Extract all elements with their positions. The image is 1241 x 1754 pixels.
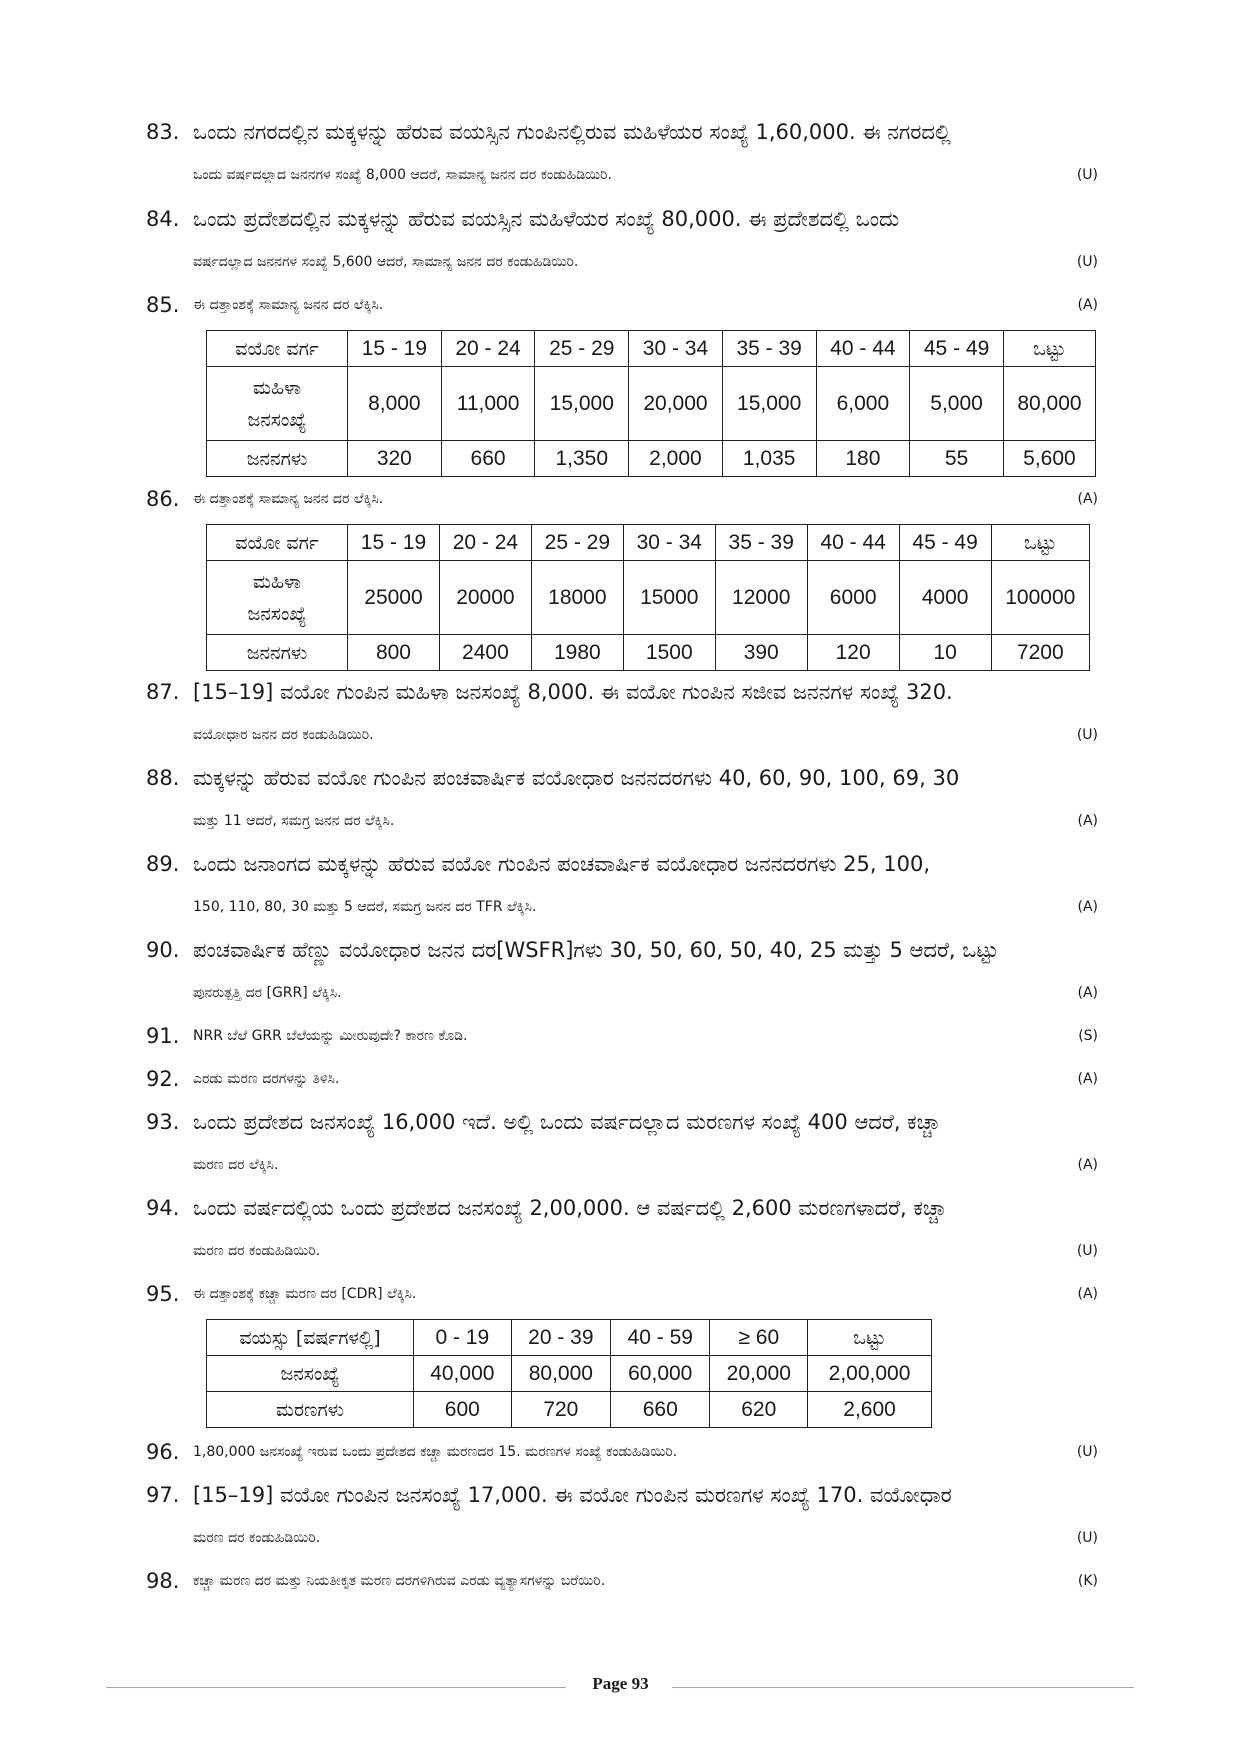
- question-87: [146, 671, 1096, 757]
- question-92: [146, 1058, 1096, 1101]
- table-cell: 55: [910, 441, 1004, 477]
- table-cell: 30 - 34: [629, 331, 723, 367]
- table-cell: 660: [611, 1392, 710, 1428]
- mark-label: (U): [1076, 1243, 1098, 1259]
- question-text: ಈ ದತ್ತಾಂಶಕ್ಕೆ ಕಚ್ಚಾ ಮರಣ ದರ [CDR] ಲೆಕ್ಕಿಸಿ.: [193, 1286, 417, 1302]
- table-cell: 600: [414, 1392, 512, 1428]
- question-number: 93.: [146, 1110, 180, 1134]
- mark-label: (A): [1077, 899, 1098, 915]
- table-cell: 25000: [348, 561, 440, 635]
- table-cell: 80,000: [511, 1356, 610, 1392]
- question-text: 150, 110, 80, 30 ಮತ್ತು 5 ಆದರೆ, ಸಮಗ್ರ ಜನನ ದರ TFR ಲೆಕ್ಕಿಸಿ.: [193, 899, 537, 915]
- data-table-86: [206, 524, 1090, 671]
- question-text: ಮರಣ ದರ ಕಂಡುಹಿಡಿಯಿರಿ.: [193, 1530, 321, 1546]
- table-cell: 100000: [991, 561, 1089, 635]
- mark-label: (A): [1077, 1071, 1098, 1087]
- question-text: ಮರಣ ದರ ಕಂಡುಹಿಡಿಯಿರಿ.: [193, 1243, 321, 1259]
- table-row: [207, 1392, 932, 1428]
- mark-label: (A): [1077, 491, 1098, 507]
- question-number: 85.: [146, 293, 180, 317]
- table-cell: 4000: [899, 561, 991, 635]
- question-text: ಒಂದು ಪ್ರದೇಶದಲ್ಲಿನ ಮಕ್ಕಳನ್ನು ಹೆರುವ ವಯಸ್ಸಿನ ಮಹಿಳೆಯರ ಸಂಖ್ಯೆ 80,000. ಈ ಪ್ರದೇಶದಲ್ಲಿ ಒಂದು: [193, 207, 900, 231]
- question-number: 90.: [146, 938, 180, 962]
- table-cell: 20,000: [629, 367, 723, 441]
- question-84: [146, 198, 1096, 284]
- mark-label: (A): [1077, 985, 1098, 1001]
- table-cell: 720: [511, 1392, 610, 1428]
- question-text: ಪುನರುತ್ಪತ್ತಿ ದರ [GRR] ಲೆಕ್ಕಿಸಿ.: [193, 985, 342, 1001]
- table-cell: 390: [715, 635, 807, 671]
- table-cell: 60,000: [611, 1356, 710, 1392]
- table-cell: ≥ 60: [710, 1320, 808, 1356]
- table-row: [207, 1320, 932, 1356]
- data-table-85: [206, 330, 1096, 477]
- question-text: ಈ ದತ್ತಾಂಶಕ್ಕೆ ಸಾಮಾನ್ಯ ಜನನ ದರ ಲೆಕ್ಕಿಸಿ.: [193, 297, 384, 313]
- table-cell: 2,000: [629, 441, 723, 477]
- question-number: 89.: [146, 852, 180, 876]
- table-row: [207, 561, 1090, 635]
- table-cell: ಒಟ್ಟು: [1003, 331, 1095, 367]
- table-cell: 120: [807, 635, 899, 671]
- table-cell: 45 - 49: [910, 331, 1004, 367]
- question-number: 91.: [146, 1024, 180, 1048]
- mark-label: (U): [1076, 254, 1098, 270]
- question-text: [15–19] ವಯೋ ಗುಂಪಿನ ಮಹಿಳಾ ಜನಸಂಖ್ಯೆ 8,000. ಈ ವಯೋ ಗುಂಪಿನ ಸಜೀವ ಜನನಗಳ ಸಂಖ್ಯೆ 320.: [193, 680, 953, 704]
- mark-label: (U): [1076, 1530, 1098, 1546]
- table-cell: 35 - 39: [715, 525, 807, 561]
- table-cell: 15 - 19: [348, 331, 442, 367]
- question-89: [146, 843, 1096, 929]
- question-number: 95.: [146, 1282, 180, 1306]
- question-number: 98.: [146, 1569, 180, 1593]
- question-number: 86.: [146, 487, 180, 511]
- table-cell: ವಯಸ್ಸು [ವರ್ಷಗಳಲ್ಲಿ]: [207, 1320, 414, 1356]
- mark-label: (A): [1077, 297, 1098, 313]
- table-cell: 7200: [991, 635, 1089, 671]
- question-text: ಒಂದು ಜನಾಂಗದ ಮಕ್ಕಳನ್ನು ಹೆರುವ ವಯೋ ಗುಂಪಿನ ಪಂಚವಾರ್ಷಿಕ ವಯೋಧಾರ ಜನನದರಗಳು 25, 100,: [193, 852, 931, 876]
- table-cell: ವಯೋ ವರ್ಗ: [207, 525, 348, 561]
- table-row: [207, 1356, 932, 1392]
- table-row: [207, 635, 1090, 671]
- question-90: [146, 929, 1096, 1015]
- table-cell: 15 - 19: [348, 525, 440, 561]
- table-cell: 320: [348, 441, 442, 477]
- question-number: 96.: [146, 1440, 180, 1464]
- table-cell: 15,000: [535, 367, 629, 441]
- table-cell: 25 - 29: [531, 525, 623, 561]
- mark-label: (A): [1077, 813, 1098, 829]
- table-cell: ಮಹಿಳಾ ಜನಸಂಖ್ಯೆ: [207, 561, 348, 635]
- table-cell: 20 - 24: [439, 525, 531, 561]
- table-cell: 5,600: [1003, 441, 1095, 477]
- question-number: 88.: [146, 766, 180, 790]
- mark-label: (A): [1077, 1157, 1098, 1173]
- table-cell: 40,000: [414, 1356, 512, 1392]
- table-row: [207, 525, 1090, 561]
- table-cell: ಮಹಿಳಾ ಜನಸಂಖ್ಯೆ: [207, 367, 348, 441]
- table-cell: 11,000: [441, 367, 535, 441]
- table-cell: 30 - 34: [623, 525, 715, 561]
- table-row: [207, 441, 1096, 477]
- mark-label: (A): [1077, 1286, 1098, 1302]
- table-cell: 660: [441, 441, 535, 477]
- table-cell: 20 - 24: [441, 331, 535, 367]
- table-cell: 40 - 59: [611, 1320, 710, 1356]
- question-number: 97.: [146, 1483, 180, 1507]
- table-cell: 2,600: [808, 1392, 932, 1428]
- table-cell: 8,000: [348, 367, 442, 441]
- table-cell: 35 - 39: [722, 331, 816, 367]
- question-85: [146, 284, 1096, 327]
- question-text: ಪಂಚವಾರ್ಷಿಕ ಹೆಣ್ಣು ವಯೋಧಾರ ಜನನ ದರ[WSFR]ಗಳು 30, 50, 60, 50, 40, 25 ಮತ್ತು 5 ಆದರೆ, ಒಟ್ಟು: [193, 938, 999, 962]
- table-cell: ಜನಸಂಖ್ಯೆ: [207, 1356, 414, 1392]
- table-cell: 180: [816, 441, 910, 477]
- question-text: ಒಂದು ಪ್ರದೇಶದ ಜನಸಂಖ್ಯೆ 16,000 ಇದೆ. ಅಲ್ಲಿ ಒಂದು ವರ್ಷದಲ್ಲಾದ ಮರಣಗಳ ಸಂಖ್ಯೆ 400 ಆದರೆ, ಕಚ್ಚಾ: [193, 1110, 941, 1134]
- question-93: [146, 1101, 1096, 1187]
- table-cell: 620: [710, 1392, 808, 1428]
- question-text: ವರ್ಷದಲ್ಲಾದ ಜನನಗಳ ಸಂಖ್ಯೆ 5,600 ಆದರೆ, ಸಾಮಾನ್ಯ ಜನನ ದರ ಕಂಡುಹಿಡಿಯಿರಿ.: [193, 254, 579, 270]
- page-number: Page 93: [592, 1674, 649, 1693]
- data-table-95: [206, 1319, 932, 1428]
- question-97: [146, 1474, 1096, 1560]
- question-text: ಕಚ್ಚಾ ಮರಣ ದರ ಮತ್ತು ನಿಯತೀಕೃತ ಮರಣ ದರಗಳಿಗಿರುವ ಎರಡು ವ್ಯತ್ಯಾಸಗಳನ್ನು ಬರೆಯಿರಿ.: [193, 1573, 606, 1589]
- table-cell: 6,000: [816, 367, 910, 441]
- mark-label: (U): [1076, 167, 1098, 183]
- table-cell: 25 - 29: [535, 331, 629, 367]
- table-cell: 6000: [807, 561, 899, 635]
- question-text: ಒಂದು ವರ್ಷದಲ್ಲಾದ ಜನನಗಳ ಸಂಖ್ಯೆ 8,000 ಆದರೆ, ಸಾಮಾನ್ಯ ಜನನ ದರ ಕಂಡುಹಿಡಿಯಿರಿ.: [193, 167, 612, 183]
- table-cell: 1500: [623, 635, 715, 671]
- question-98: [146, 1560, 1096, 1603]
- question-text: ಮರಣ ದರ ಲೆಕ್ಕಿಸಿ.: [193, 1157, 279, 1173]
- question-number: 83.: [146, 120, 180, 144]
- table-cell: ವಯೋ ವರ್ಗ: [207, 331, 348, 367]
- table-cell: 20,000: [710, 1356, 808, 1392]
- question-96: [146, 1431, 1096, 1474]
- question-text: ಮತ್ತು 11 ಆದರೆ, ಸಮಗ್ರ ಜನನ ದರ ಲೆಕ್ಕಿಸಿ.: [193, 813, 395, 829]
- table-cell: 1980: [531, 635, 623, 671]
- question-text: ಒಂದು ನಗರದಲ್ಲಿನ ಮಕ್ಕಳನ್ನು ಹೆರುವ ವಯಸ್ಸಿನ ಗುಂಪಿನಲ್ಲಿರುವ ಮಹಿಳೆಯರ ಸಂಖ್ಯೆ 1,60,000. ಈ ನಗರದಲ್ಲಿ: [193, 120, 951, 144]
- question-text: ಈ ದತ್ತಾಂಶಕ್ಕೆ ಸಾಮಾನ್ಯ ಜನನ ದರ ಲೆಕ್ಕಿಸಿ.: [193, 491, 384, 507]
- table-cell: 800: [348, 635, 440, 671]
- mark-label: (K): [1077, 1573, 1098, 1589]
- question-91: [146, 1015, 1096, 1058]
- question-text: 1,80,000 ಜನಸಂಖ್ಯೆ ಇರುವ ಒಂದು ಪ್ರದೇಶದ ಕಚ್ಚಾ ಮರಣದರ 15. ಮರಣಗಳ ಸಂಖ್ಯೆ ಕಂಡುಹಿಡಿಯಿರಿ.: [193, 1444, 678, 1460]
- table-cell: 10: [899, 635, 991, 671]
- question-text: ಎರಡು ಮರಣ ದರಗಳನ್ನು ತಿಳಿಸಿ.: [193, 1071, 340, 1087]
- table-cell: 20 - 39: [511, 1320, 610, 1356]
- question-number: 84.: [146, 207, 180, 231]
- table-cell: 20000: [439, 561, 531, 635]
- table-cell: ಜನನಗಳು: [207, 441, 348, 477]
- table-cell: ಒಟ್ಟು: [808, 1320, 932, 1356]
- table-cell: 40 - 44: [807, 525, 899, 561]
- question-number: 87.: [146, 680, 180, 704]
- table-cell: 80,000: [1003, 367, 1095, 441]
- question-text: [15–19] ವಯೋ ಗುಂಪಿನ ಜನಸಂಖ್ಯೆ 17,000. ಈ ವಯೋ ಗುಂಪಿನ ಮರಣಗಳ ಸಂಖ್ಯೆ 170. ವಯೋಧಾರ: [193, 1483, 952, 1507]
- table-cell: 40 - 44: [816, 331, 910, 367]
- table-cell: 0 - 19: [414, 1320, 512, 1356]
- question-number: 94.: [146, 1196, 180, 1220]
- table-cell: ಜನನಗಳು: [207, 635, 348, 671]
- question-94: [146, 1187, 1096, 1273]
- table-cell: 15,000: [722, 367, 816, 441]
- table-cell: 12000: [715, 561, 807, 635]
- table-cell: 45 - 49: [899, 525, 991, 561]
- table-cell: 5,000: [910, 367, 1004, 441]
- table-cell: ಒಟ್ಟು: [991, 525, 1089, 561]
- question-text: ವಯೋಧಾರ ಜನನ ದರ ಕಂಡುಹಿಡಿಯಿರಿ.: [193, 727, 374, 743]
- question-text: NRR ಬೆಲೆ GRR ಬೆಲೆಯನ್ನು ಮೀರುವುದೇ? ಕಾರಣ ಕೊಡಿ.: [193, 1028, 468, 1044]
- table-cell: 15000: [623, 561, 715, 635]
- question-86: [146, 478, 1096, 521]
- question-95: [146, 1273, 1096, 1316]
- table-cell: 2,00,000: [808, 1356, 932, 1392]
- table-row: [207, 367, 1096, 441]
- table-cell: ಮರಣಗಳು: [207, 1392, 414, 1428]
- table-row: [207, 331, 1096, 367]
- question-88: [146, 757, 1096, 843]
- mark-label: (U): [1076, 727, 1098, 743]
- table-cell: 1,350: [535, 441, 629, 477]
- question-83: [146, 111, 1096, 197]
- table-cell: 18000: [531, 561, 623, 635]
- table-cell: 1,035: [722, 441, 816, 477]
- table-cell: 2400: [439, 635, 531, 671]
- question-text: ಮಕ್ಕಳನ್ನು ಹೆರುವ ವಯೋ ಗುಂಪಿನ ಪಂಚವಾರ್ಷಿಕ ವಯೋಧಾರ ಜನನದರಗಳು 40, 60, 90, 100, 69, 30: [193, 766, 960, 790]
- mark-label: (S): [1078, 1028, 1098, 1044]
- mark-label: (U): [1076, 1444, 1098, 1460]
- question-number: 92.: [146, 1067, 180, 1091]
- question-text: ಒಂದು ವರ್ಷದಲ್ಲಿಯ ಒಂದು ಪ್ರದೇಶದ ಜನಸಂಖ್ಯೆ 2,00,000. ಆ ವರ್ಷದಲ್ಲಿ 2,600 ಮರಣಗಳಾದರೆ, ಕಚ್ಚಾ: [193, 1196, 947, 1220]
